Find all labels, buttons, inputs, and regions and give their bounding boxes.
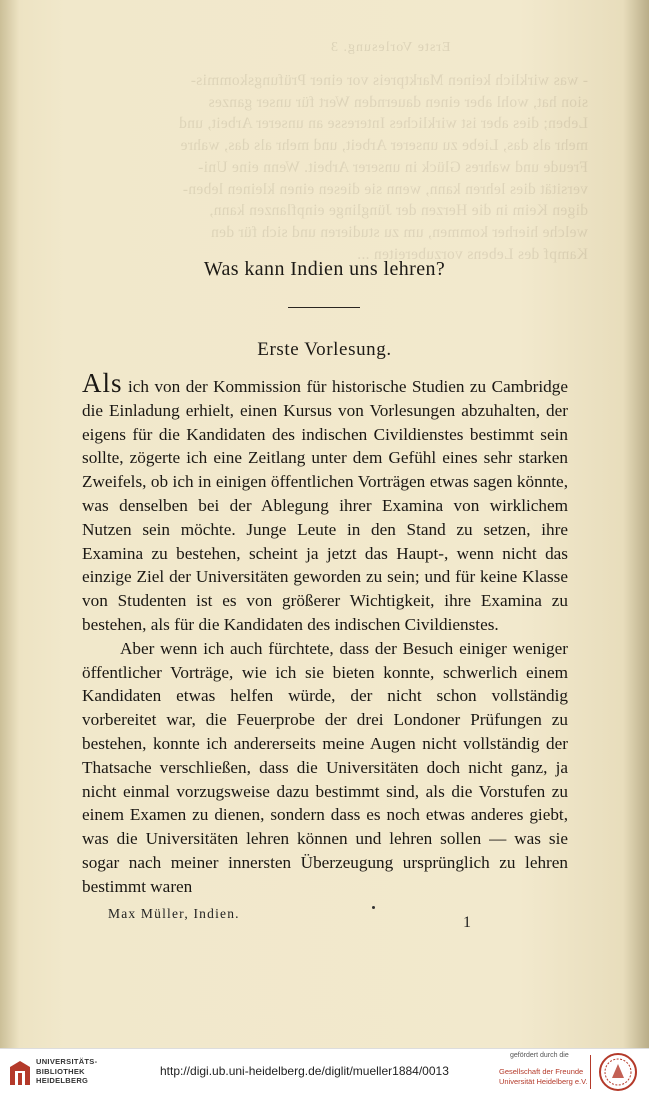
seal-icon[interactable] [598, 1052, 638, 1092]
sheet-number: 1 [463, 914, 471, 931]
paragraph-1 [82, 368, 568, 637]
print-mark [372, 906, 375, 909]
chapter-title: Was kann Indien uns lehren? [203, 258, 446, 280]
bleed-through-text: - was wirklich keinen Marktpreis vor einer Prüfungskommis- sion hat, wohl aber einen dauernden Wert für unser ganzes Leben; dies aber ist wirkliches Interesse an unserer Arbeit, und mehr als das, Liebe zu unserer Arbeit, und mehr als das, wahre Freude und wahres Glück in unserer Arbeit. Wenn eine Uni- versität dies lehren kann, wenn sie diesen einen kleinen leben- digen Keim in die Herzen der Jünglinge einpflanzen kann, welche hierher kommen, um zu studieren und sich für den Kampf des Lebens vorzubereiten ... [178, 72, 588, 263]
signature-line: Max Müller, Indien. [108, 906, 240, 921]
library-name: UNIVERSITÄTS- BIBLIOTHEK HEIDELBERG [36, 1057, 98, 1085]
library-logo-icon[interactable] [8, 1059, 32, 1085]
bleed-through-header: Erste Vorlesung. 3 [330, 40, 451, 55]
viewer-bar [0, 1048, 649, 1095]
sponsor-name-line2[interactable]: Universität Heidelberg e.V. [499, 1077, 588, 1086]
drop-cap: Als [82, 368, 123, 398]
title-rule [288, 307, 360, 308]
paragraph-2: Aber wenn ich auch fürchtete, dass der Besuch einiger weniger öffentlicher Vorträge, wie ich sie bieten konnte, schwerlich einem Kandidaten etwas helfen würde, der nicht schon vollständig vorbereitet war, die Feuerprobe der drei Londoner Prüfungen zu bestehen, konnte ich andererseits meine Augen nicht vollständig der Thatsache verschließen, dass die Universitäten doch nicht ganz, ja nicht einmal vorzugsweise dazu bestimmt sind, als die Vorstufen zu einem Examen zu dienen, sondern dass es noch etwas anderes giebt, was die Universitäten lehren können und lehren sollen — was sie sogar nach meiner innersten Überzeugung ursprünglich zu lehren bestimmt waren [82, 638, 568, 896]
sponsor-divider [590, 1055, 591, 1089]
sponsor-name-line1[interactable]: Gesellschaft der Freunde [499, 1067, 584, 1076]
lecture-heading: Erste Vorlesung. [257, 339, 392, 360]
body-text [82, 368, 568, 899]
paragraph-1-text: ich von der Kommission für historische Studien zu Cambridge die Einladung erhielt, einen Kursus von Vorlesungen abzuhalten, der eigens für die Kandidaten des indischen Civildienstes bestimmt sein sollte, zögerte ich eine Zeitlang unter dem Gefühl eines sehr starken Zweifels, ob ich in einigen öffentlichen Vorträgen etwas sagen könnte, was denselben bei der Ablegung ihrer Examina von wirklichem Nutzen sein möchte. Junge Leute in den Stand zu setzen, ihre Examina zu bestehen, scheint ja jetzt das Haupt-, wenn nicht das einzige Ziel der Universitäten geworden zu sein; und für keine Klasse von Studenten ist es von größerer Wichtigkeit, ihre Examina zu bestehen, als für die Kandidaten des indischen Civildienstes. [82, 377, 568, 634]
page-url[interactable]: http://digi.ub.uni-heidelberg.de/diglit/mueller1884/0013 [160, 1064, 449, 1078]
sponsor-label: gefördert durch die [510, 1052, 569, 1059]
